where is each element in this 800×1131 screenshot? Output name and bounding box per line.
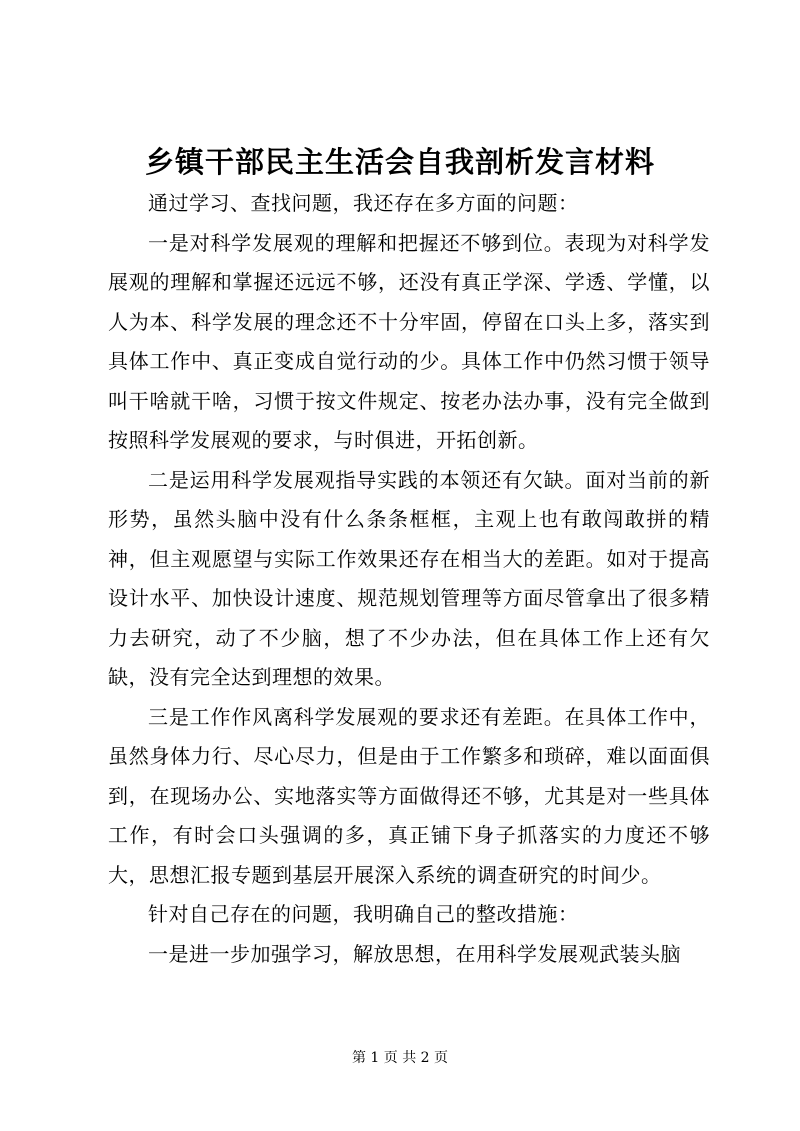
paragraph-intro: 通过学习、查找问题，我还存在多方面的问题： bbox=[148, 191, 579, 215]
paragraph-problem-2: 二是运用科学发展观指导实践的本领还有欠缺。面对当前的新形势，虽然头脑中没有什么条条框框，主观上也有敢闯敢拼的精神，但主观愿望与实际工作效果还存在相当大的差距。如对于提高设计水平、加快设计速度、规范规划管理等方面尽管拿出了很多精力去研究，动了不少脑，想了不少办法，但在具体工作上还有欠缺，没有完全达到理想的效果。 bbox=[108, 467, 710, 689]
paragraph-problem-3: 三是工作作风离科学发展观的要求还有差距。在具体工作中，虽然身体力行、尽心尽力，但是由于工作繁多和琐碎，难以面面俱到，在现场办公、实地落实等方面做得还不够，尤其是对一些具体工作，有时会口头强调的多，真正铺下身子抓落实的力度还不够大，思想汇报专题到基层开展深入系统的调查研究的时间少。 bbox=[108, 704, 710, 887]
paragraph-problem-1: 一是对科学发展观的理解和把握还不够到位。表现为对科学发展观的理解和掌握还远远不够，还没有真正学深、学透、学懂，以人为本、科学发展的理念还不十分牢固，停留在口头上多，落实到具体工作中、真正变成自觉行动的少。具体工作中仍然习惯于领导叫干啥就干啥，习惯于按文件规定、按老办法办事，没有完全做到按照科学发展观的要求，与时俱进，开拓创新。 bbox=[108, 230, 710, 452]
paragraph-measures-intro: 针对自己存在的问题，我明确自己的整改措施： bbox=[148, 902, 579, 926]
page-footer: 第 1 页 共 2 页 bbox=[351, 1050, 449, 1066]
paragraph-measure-1: 一是进一步加强学习，解放思想，在用科学发展观武装头脑 bbox=[148, 941, 681, 966]
document-body bbox=[108, 184, 710, 974]
document-title: 乡镇干部民主生活会自我剖析发言材料 bbox=[144, 145, 655, 179]
